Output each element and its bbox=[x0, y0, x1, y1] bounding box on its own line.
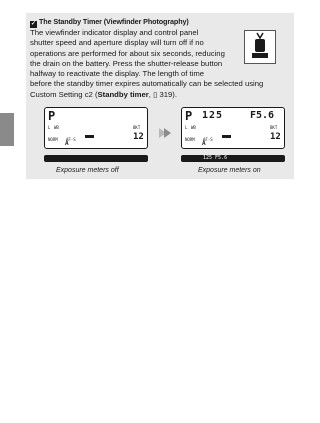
image-size: L bbox=[48, 125, 51, 130]
body-line: before the standby timer expires automatically can be selected using bbox=[30, 79, 264, 89]
caption-meters-on: Exposure meters on bbox=[198, 167, 261, 174]
bracket-indicator: BKT bbox=[133, 125, 141, 130]
page-reference[interactable]: 319 bbox=[159, 89, 173, 99]
viewfinder-strip-on bbox=[181, 155, 285, 162]
af-mode: AF-S bbox=[203, 137, 213, 142]
battery-icon bbox=[85, 135, 94, 138]
body-text: Custom Setting c2 ( bbox=[30, 89, 98, 99]
quality-indicator: NORM bbox=[48, 137, 58, 142]
control-panel-on bbox=[181, 107, 285, 149]
viewfinder-strip-off bbox=[44, 155, 148, 162]
shutter-button-hand-illustration bbox=[244, 30, 276, 64]
body-line-last bbox=[30, 90, 288, 100]
area-mode: A bbox=[65, 140, 69, 147]
shutter-speed: 125 bbox=[202, 110, 224, 121]
wb-indicator: WB bbox=[54, 125, 59, 130]
note-title bbox=[30, 17, 189, 28]
mode-indicator: P bbox=[48, 109, 56, 123]
note-title-text: The Standby Timer (Viewfinder Photography) bbox=[39, 17, 189, 26]
note-box bbox=[26, 13, 294, 179]
image-size: L bbox=[185, 125, 188, 130]
body-line: operations are performed for about six seconds, reducing bbox=[30, 48, 225, 58]
shots-remaining: 12 bbox=[133, 132, 144, 142]
body-line: the drain on the battery. Press the shutter-release button bbox=[30, 58, 223, 68]
battery-icon bbox=[222, 135, 231, 138]
control-panel-off bbox=[44, 107, 148, 149]
wb-indicator: WB bbox=[191, 125, 196, 130]
quality-indicator: NORM bbox=[185, 137, 195, 142]
chapter-tab bbox=[0, 113, 14, 146]
body-text: , bbox=[148, 89, 154, 99]
body-line: halfway to reactivate the display. The length of time bbox=[30, 69, 205, 79]
body-line: The viewfinder indicator display and control panel bbox=[30, 28, 199, 37]
note-icon: ✓ bbox=[31, 21, 36, 27]
caption-meters-off: Exposure meters off bbox=[56, 167, 119, 174]
bracket-indicator: BKT bbox=[270, 125, 278, 130]
arrow-right-icon bbox=[159, 128, 171, 138]
strip-readout: 125 F5.6 bbox=[203, 155, 228, 161]
body-line: shutter speed and aperture display will turn off if no bbox=[30, 38, 204, 48]
af-mode: AF-S bbox=[66, 137, 76, 142]
body-text: ). bbox=[172, 89, 177, 99]
shots-remaining: 12 bbox=[270, 132, 281, 142]
mode-indicator: P bbox=[185, 109, 193, 123]
aperture: F5.6 bbox=[250, 110, 275, 121]
page-ref-icon: ▯ bbox=[153, 89, 158, 99]
menu-item-name: Standby timer bbox=[97, 89, 149, 99]
area-mode: A bbox=[202, 140, 206, 147]
